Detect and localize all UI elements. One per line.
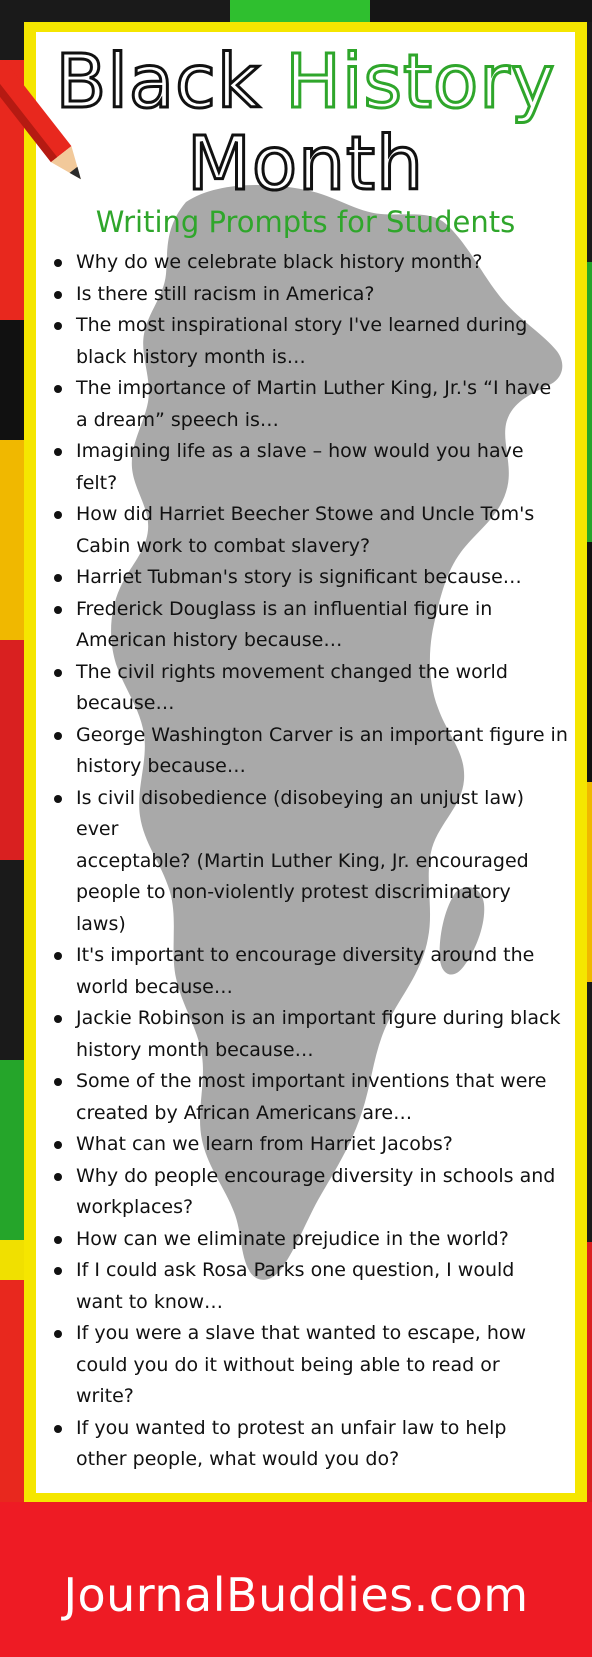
prompt-item — [54, 1066, 570, 1129]
bullet-icon — [54, 574, 62, 582]
prompt-item — [54, 310, 570, 373]
bullet-icon — [54, 385, 62, 393]
bullet-icon — [54, 952, 62, 960]
bullet-icon — [54, 1078, 62, 1086]
prompt-item — [54, 1129, 570, 1161]
prompt-text-line: write? — [76, 1385, 134, 1407]
prompt-text-line: because… — [76, 692, 175, 714]
prompt-text-line: history month because… — [76, 1038, 314, 1061]
prompt-text-line: What can we learn from Harriet Jacobs? — [76, 1133, 453, 1155]
subtitle: Writing Prompts for Students — [95, 205, 516, 239]
prompt-text-line: If I could ask Rosa Parks one question, I would — [76, 1259, 515, 1281]
pencil-icon — [0, 60, 90, 210]
prompt-card — [36, 32, 575, 1493]
prompt-text-line: history because… — [76, 755, 246, 777]
prompt-text-line: If you wanted to protest an unfair law to help — [76, 1416, 507, 1439]
prompt-text-line: Frederick Douglass is an influential figure in — [76, 597, 493, 620]
prompt-text-line: laws) — [76, 912, 126, 935]
prompt-text-line: How can we eliminate prejudice in the world? — [76, 1227, 509, 1250]
bullet-icon — [54, 259, 62, 267]
bullet-icon — [54, 1173, 62, 1181]
prompt-text-line: George Washington Carver is an important figure in — [76, 723, 568, 746]
prompt-text-line: If you were a slave that wanted to escape, how — [76, 1322, 527, 1344]
title-word-black: Black — [55, 39, 261, 125]
bullet-icon — [54, 448, 62, 456]
prompt-text-line: Harriet Tubman's story is significant because… — [76, 566, 522, 588]
bullet-icon — [54, 1267, 62, 1275]
bullet-icon — [54, 795, 62, 803]
bullet-icon — [54, 1425, 62, 1433]
prompt-item — [54, 436, 570, 499]
prompt-text-line: created by African Americans are… — [76, 1101, 413, 1124]
bullet-icon — [54, 606, 62, 614]
prompt-text-line: a dream” speech is… — [76, 408, 279, 431]
prompt-text-line: The importance of Martin Luther King, Jr.'s “I have — [76, 377, 552, 399]
prompt-text-line: could you do it without being able to read or — [76, 1353, 500, 1376]
bullet-icon — [54, 511, 62, 519]
bullet-icon — [54, 322, 62, 330]
bullet-icon — [54, 732, 62, 740]
title-line-1 — [36, 40, 575, 124]
bullet-icon — [54, 1236, 62, 1244]
prompt-item — [54, 373, 570, 436]
bullet-icon — [54, 1141, 62, 1149]
prompt-item — [54, 1318, 570, 1413]
prompt-item — [54, 657, 570, 720]
prompt-item — [54, 1003, 570, 1066]
prompt-item — [54, 562, 570, 594]
prompt-text-line: Why do we celebrate black history month? — [76, 251, 483, 273]
prompt-text-line: Some of the most important inventions that were — [76, 1070, 547, 1092]
footer-site-link[interactable]: JournalBuddies.com — [63, 1568, 529, 1622]
prompt-text-line: Jackie Robinson is an important figure during black — [76, 1007, 561, 1029]
prompt-item — [54, 720, 570, 783]
prompt-item — [54, 594, 570, 657]
prompt-text-line: How did Harriet Beecher Stowe and Uncle Tom's — [76, 503, 535, 525]
prompt-text-line: world because… — [76, 975, 233, 998]
prompt-text-line: American history because… — [76, 629, 343, 651]
prompt-text-line: The most inspirational story I've learned during — [76, 314, 528, 336]
prompt-item — [54, 1224, 570, 1256]
prompt-text-line: Cabin work to combat slavery? — [76, 534, 371, 557]
bullet-icon — [54, 291, 62, 299]
prompt-text-line: Why do people encourage diversity in schools and — [76, 1164, 556, 1187]
prompt-item — [54, 1255, 570, 1318]
title-line-2: Month — [187, 121, 424, 207]
prompt-text-line: Is there still racism in America? — [76, 282, 375, 305]
prompt-text-line: acceptable? (Martin Luther King, Jr. encouraged — [76, 849, 529, 872]
prompt-text-line: It's important to encourage diversity around the — [76, 944, 535, 966]
prompt-item — [54, 783, 570, 941]
bullet-icon — [54, 1330, 62, 1338]
prompt-list — [54, 247, 570, 1476]
bullet-icon — [54, 669, 62, 677]
prompt-text-line: workplaces? — [76, 1196, 194, 1218]
prompt-item — [54, 1161, 570, 1224]
title-word-history: History — [285, 39, 556, 125]
prompt-item — [54, 940, 570, 1003]
prompt-text-line: people to non-violently protest discriminatory — [76, 881, 511, 903]
prompt-item — [54, 247, 570, 279]
prompt-text-line: other people, what would you do? — [76, 1448, 400, 1470]
prompt-text-line: black history month is… — [76, 345, 306, 368]
prompt-text-line: want to know… — [76, 1290, 224, 1313]
prompt-text-line: felt? — [76, 471, 118, 494]
prompt-item — [54, 279, 570, 311]
prompt-text-line: Imagining life as a slave – how would you have — [76, 440, 524, 462]
prompt-item — [54, 499, 570, 562]
prompt-item — [54, 1413, 570, 1476]
prompt-text-line: Is civil disobedience (disobeying an unjust law) ever — [76, 786, 525, 840]
bullet-icon — [54, 1015, 62, 1023]
prompt-text-line: The civil rights movement changed the world — [76, 660, 508, 683]
